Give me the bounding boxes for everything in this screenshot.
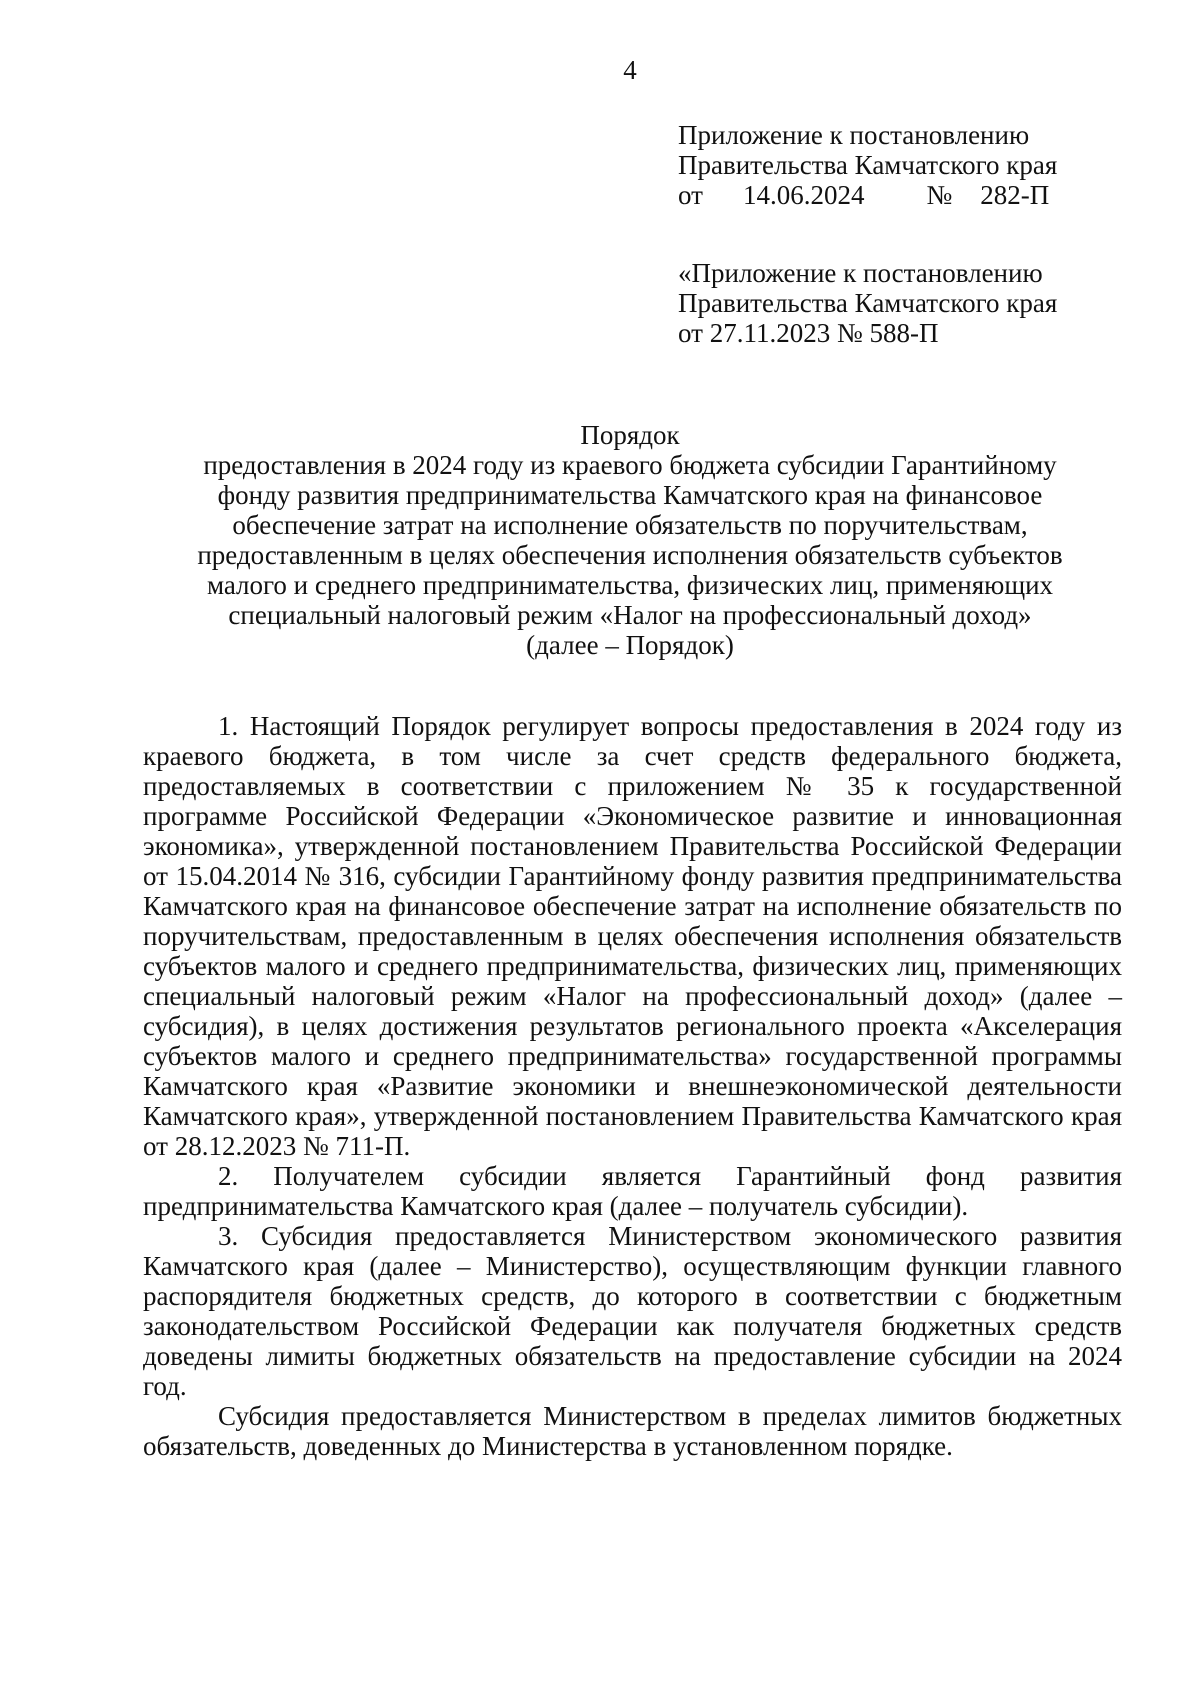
appendix-current-date-line	[678, 180, 1158, 210]
page-number: 4	[623, 55, 637, 85]
appendix-previous-line-2: Правительства Камчатского края	[678, 288, 1058, 318]
appendix-previous-line-3: от 27.11.2023 № 588-П	[678, 318, 939, 348]
appendix-current-line-2: Правительства Камчатского края	[678, 150, 1058, 180]
title-line: малого и среднего предпринимательства, физических лиц, применяющих	[206, 570, 1054, 600]
document-body	[143, 711, 1122, 1461]
appendix-current-block	[678, 120, 1158, 210]
decree-number: 282-П	[980, 180, 1050, 210]
title-line: (далее – Порядок)	[526, 630, 734, 660]
title-line: обеспечение затрат на исполнение обязательств по поручительствам,	[232, 510, 1028, 540]
title-line: предоставленным в целях обеспечения исполнения обязательств субъектов	[197, 540, 1063, 570]
paragraph-1: 1. Настоящий Порядок регулирует вопросы предоставления в 2024 году из краевого бюджета, в том числе за счет средств федерального бюджета, предоставляемых в соответствии с приложением № 35 к государственной программе Российской Федерации «Экономическое развитие и инновационная экономика», утвержденной постановлением Правительства Российской Федерации от 15.04.2014 № 316, субсидии Гарантийному фонду развития предпринимательства Камчатского края на финансовое обеспечение затрат на исполнение обязательств по поручительствам, предоставленным в целях обеспечения исполнения обязательств субъектов малого и среднего предпринимательства, физических лиц, применяющих специальный налоговый режим «Налог на профессиональный доход» (далее – субсидия), в целях достижения результатов регионального проекта «Акселерация субъектов малого и среднего предпринимательства» государственной программы Камчатского края «Развитие экономики и внешнеэкономической деятельности Камчатского края», утвержденной постановлением Правительства Камчатского края от 28.12.2023 № 711-П.	[143, 711, 1122, 1161]
title-line: специальный налоговый режим «Налог на профессиональный доход»	[228, 600, 1032, 630]
appendix-previous-block	[678, 258, 1158, 348]
appendix-current-line-1: Приложение к постановлению	[678, 120, 1030, 150]
appendix-previous-line-1: «Приложение к постановлению	[678, 258, 1043, 288]
from-label: от	[678, 180, 703, 210]
title-line: предоставления в 2024 году из краевого бюджета субсидии Гарантийному	[203, 450, 1057, 480]
paragraph-4: Субсидия предоставляется Министерством в пределах лимитов бюджетных обязательств, доведенных до Министерства в установленном порядке.	[143, 1401, 1122, 1461]
title-heading: Порядок	[580, 420, 680, 450]
paragraph-2: 2. Получателем субсидии является Гарантийный фонд развития предпринимательства Камчатского края (далее – получатель субсидии).	[143, 1161, 1122, 1221]
document-title	[140, 420, 1120, 660]
decree-date: 14.06.2024	[742, 180, 865, 210]
title-line: фонду развития предпринимательства Камчатского края на финансовое	[217, 480, 1043, 510]
paragraph-3: 3. Субсидия предоставляется Министерством экономического развития Камчатского края (далее – Министерство), осуществляющим функции главного распорядителя бюджетных средств, до которого в соответствии с бюджетным законодательством Российской Федерации как получателя бюджетных средств доведены лимиты бюджетных обязательств на предоставление субсидии на 2024 год.	[143, 1221, 1122, 1401]
number-sign: №	[926, 180, 953, 210]
